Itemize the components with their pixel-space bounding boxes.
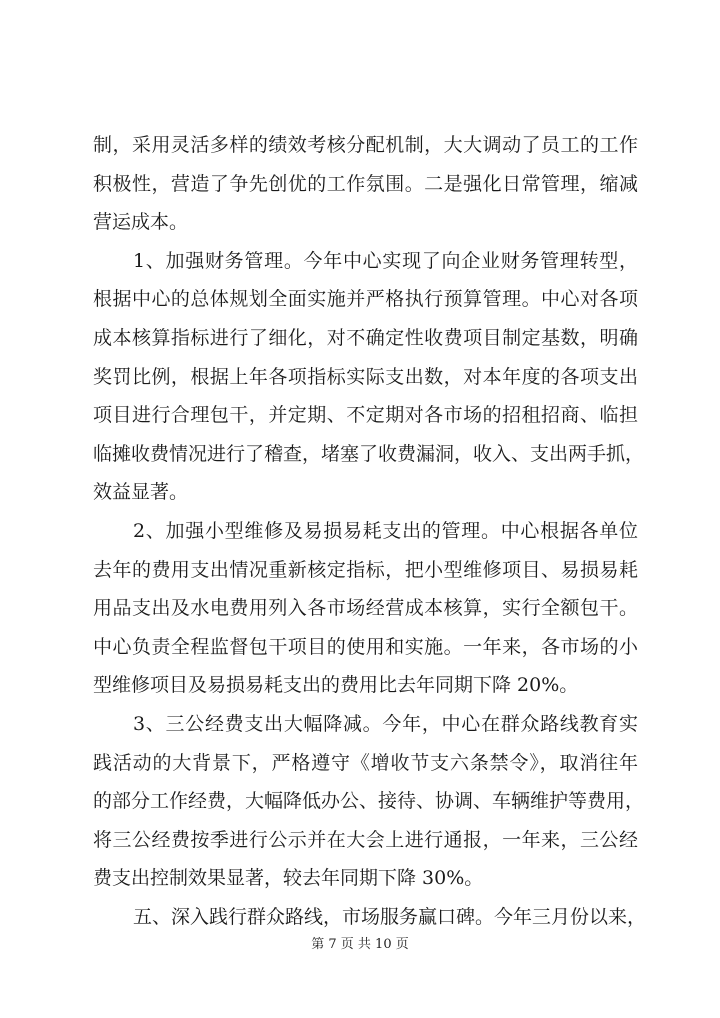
text-line: 根据中心的总体规划全面实施并严格执行预算管理。中心对各项 [93, 288, 638, 311]
text-line: 临摊收费情况进行了稽查，堵塞了收费漏洞，收入、支出两手抓， [93, 442, 645, 465]
text-line: 践活动的大背景下，严格遵守《增收节支六条禁令》，取消往年 [93, 751, 638, 774]
text-line: 型维修项目及易损易耗支出的费用比去年同期下降 20%。 [93, 674, 579, 697]
text-line: 营运成本。 [93, 211, 189, 234]
text-line: 成本核算指标进行了细化，对不确定性收费项目制定基数，明确 [93, 326, 638, 349]
document-body [93, 126, 647, 936]
text-line: 去年的费用支出情况重新核定指标，把小型维修项目、易损易耗 [93, 558, 638, 581]
text-line: 制，采用灵活多样的绩效考核分配机制，大大调动了员工的工作 [93, 134, 638, 156]
paragraph-start-line: 2、加强小型维修及易损易耗支出的管理。中心根据各单位 [133, 519, 638, 542]
text-line: 费支出控制效果显著，较去年同期下降 30%。 [93, 867, 484, 890]
text-line: 项目进行合理包干，并定期、不定期对各市场的招租招商、临担 [93, 404, 638, 427]
text-line: 用品支出及水电费用列入各市场经营成本核算，实行全额包干。 [93, 597, 638, 620]
text-line: 的部分工作经费，大幅降低办公、接待、协调、车辆维护等费用， [93, 790, 645, 813]
text-line: 奖罚比例，根据上年各项指标实际支出数，对本年度的各项支出 [93, 365, 638, 388]
text-line: 将三公经费按季进行公示并在大会上进行通报，一年来，三公经 [93, 828, 638, 851]
paragraph-start-line: 1、加强财务管理。今年中心实现了向企业财务管理转型， [133, 249, 638, 272]
paragraph-start-line: 五、深入践行群众路线，市场服务赢口碑。今年三月份以来， [133, 905, 647, 928]
text-line: 积极性，营造了争先创优的工作氛围。二是强化日常管理，缩减 [93, 172, 638, 195]
paragraph-start-line: 3、三公经费支出大幅降减。今年，中心在群众路线教育实 [133, 712, 638, 735]
page-number-footer: 第 7 页 共 10 页 [311, 937, 409, 952]
text-line: 中心负责全程监督包干项目的使用和实施。一年来，各市场的小 [93, 635, 638, 658]
text-line: 效益显著。 [93, 481, 189, 504]
